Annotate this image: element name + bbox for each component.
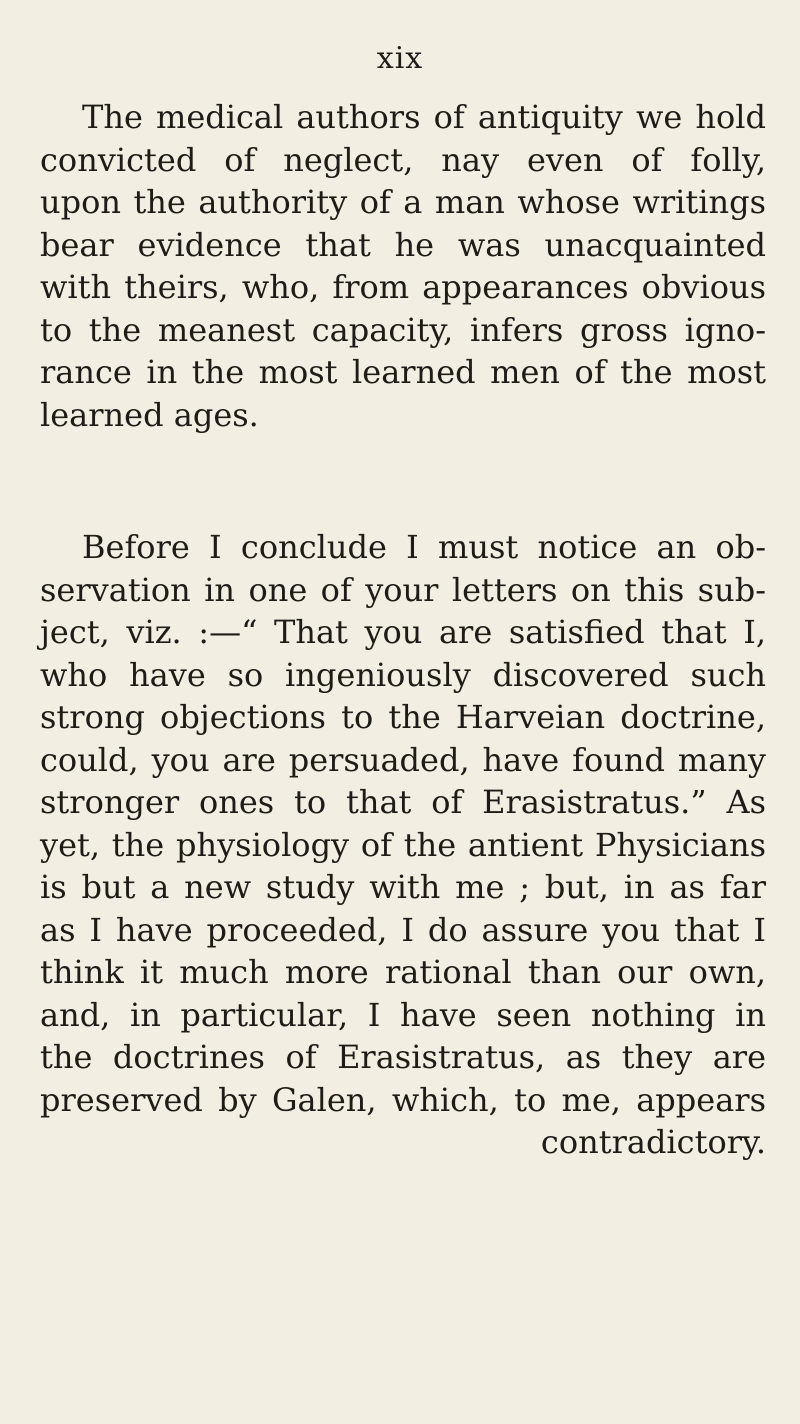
text-line: The medical authors of antiquity we hold: [82, 98, 766, 136]
paragraph-2: [40, 526, 766, 1164]
text-line: think it much more rational than our own,: [40, 953, 766, 991]
text-line: ject, viz. :—“ That you are satisfied that I,: [40, 613, 766, 651]
text-line: learned ages.: [40, 395, 259, 434]
text-line: is but a new study with me ; but, in as far: [40, 868, 766, 906]
text-line: rance in the most learned men of the most: [40, 353, 766, 391]
text-line: with theirs, who, from appearances obvious: [40, 268, 766, 306]
text-line: and, in particular, I have seen nothing in: [40, 995, 766, 1034]
page-number: xix: [376, 41, 424, 76]
text-line: to the meanest capacity, infers gross igno-: [40, 310, 766, 349]
text-line: convicted of neglect, nay even of folly,: [40, 140, 766, 179]
text-line: upon the authority of a man whose writings: [40, 183, 766, 221]
text-line: as I have proceeded, I do assure you that I: [40, 910, 766, 949]
text-line: who have so ingeniously discovered such: [40, 655, 766, 694]
text-line: yet, the physiology of the antient Physicians: [40, 825, 766, 864]
text-line: Before I conclude I must notice an ob-: [82, 528, 766, 566]
text-line: servation in one of your letters on this sub-: [40, 570, 766, 609]
text-line: preserved by Galen, which, to me, appears: [40, 1080, 766, 1119]
text-line: strong objections to the Harveian doctrine,: [40, 698, 766, 736]
paragraph-1: [40, 96, 766, 436]
text-line: bear evidence that he was unacquainted: [40, 225, 766, 264]
text-line: stronger ones to that of Erasistratus.” As: [40, 783, 766, 821]
text-line: contradictory.: [540, 1123, 766, 1161]
text-line: could, you are persuaded, have found many: [40, 740, 766, 779]
text-line: the doctrines of Erasistratus, as they are: [40, 1038, 766, 1076]
